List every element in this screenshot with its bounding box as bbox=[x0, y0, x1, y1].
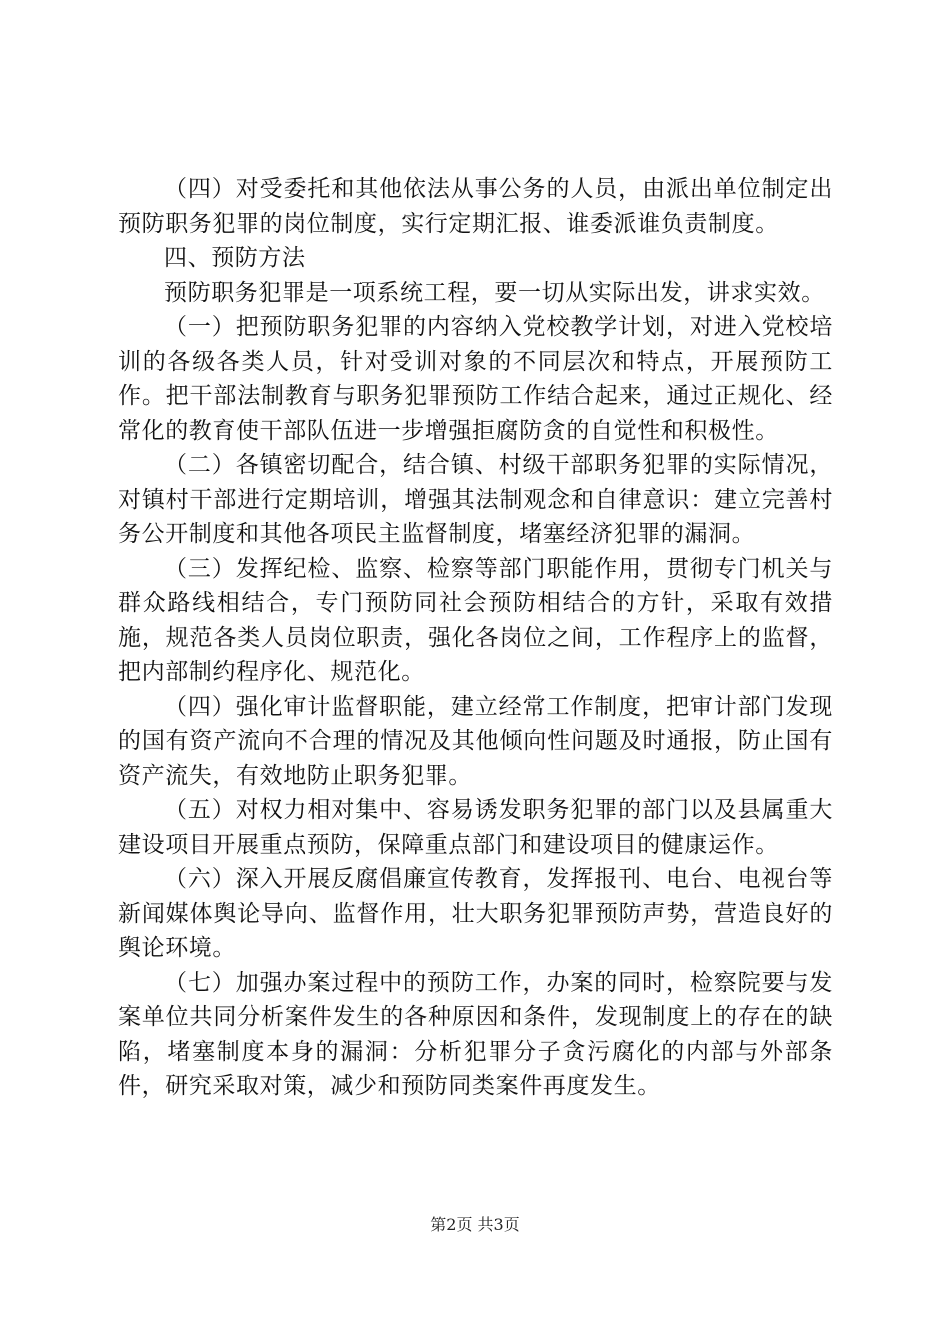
paragraph-item-5: （五）对权力相对集中、容易诱发职务犯罪的部门以及县属重大建设项目开展重点预防，保障重点部门和建设项目的健康运作。 bbox=[118, 797, 833, 858]
paragraph-item-4-part: （四）对受委托和其他依法从事公务的人员，由派出单位制定出预防职务犯罪的岗位制度，实行定期汇报、谁委派谁负责制度。 bbox=[118, 176, 833, 237]
paragraph-item-7: （七）加强办案过程中的预防工作，办案的同时，检察院要与发案单位共同分析案件发生的各种原因和条件，发现制度上的存在的缺陷，堵塞制度本身的漏洞：分析犯罪分子贪污腐化的内部与外部条件，研究采取对策，减少和预防同类案件再度发生。 bbox=[118, 969, 833, 1099]
section-heading-prevention-methods: 四、预防方法 bbox=[164, 245, 306, 271]
paragraph-item-2: （二）各镇密切配合，结合镇、村级干部职务犯罪的实际情况，对镇村干部进行定期培训，增强其法制观念和自律意识：建立完善村务公开制度和其他各项民主监督制度，堵塞经济犯罪的漏洞。 bbox=[118, 452, 833, 547]
paragraph-item-1: （一）把预防职务犯罪的内容纳入党校教学计划，对进入党校培训的各级各类人员，针对受训对象的不同层次和特点，开展预防工作。把干部法制教育与职务犯罪预防工作结合起来，通过正规化、经常化的教育使干部队伍进一步增强拒腐防贪的自觉性和积极性。 bbox=[118, 314, 833, 444]
document-body bbox=[118, 172, 833, 1104]
paragraph-item-4: （四）强化审计监督职能，建立经常工作制度，把审计部门发现的国有资产流向不合理的情况及其他倾向性问题及时通报，防止国有资产流失，有效地防止职务犯罪。 bbox=[118, 693, 833, 789]
paragraph-item-6: （六）深入开展反腐倡廉宣传教育，发挥报刊、电台、电视台等新闻媒体舆论导向、监督作用，壮大职务犯罪预防声势，营造良好的舆论环境。 bbox=[118, 866, 833, 961]
paragraph-item-3: （三）发挥纪检、监察、检察等部门职能作用，贯彻专门机关与群众路线相结合，专门预防同社会预防相结合的方针，采取有效措施，规范各类人员岗位职责，强化各岗位之间，工作程序上的监督，把内部制约程序化、规范化。 bbox=[118, 555, 833, 685]
paragraph-intro: 预防职务犯罪是一项系统工程，要一切从实际出发，讲求实效。 bbox=[164, 279, 825, 306]
page-footer: 第2页 共3页 bbox=[430, 1215, 520, 1234]
